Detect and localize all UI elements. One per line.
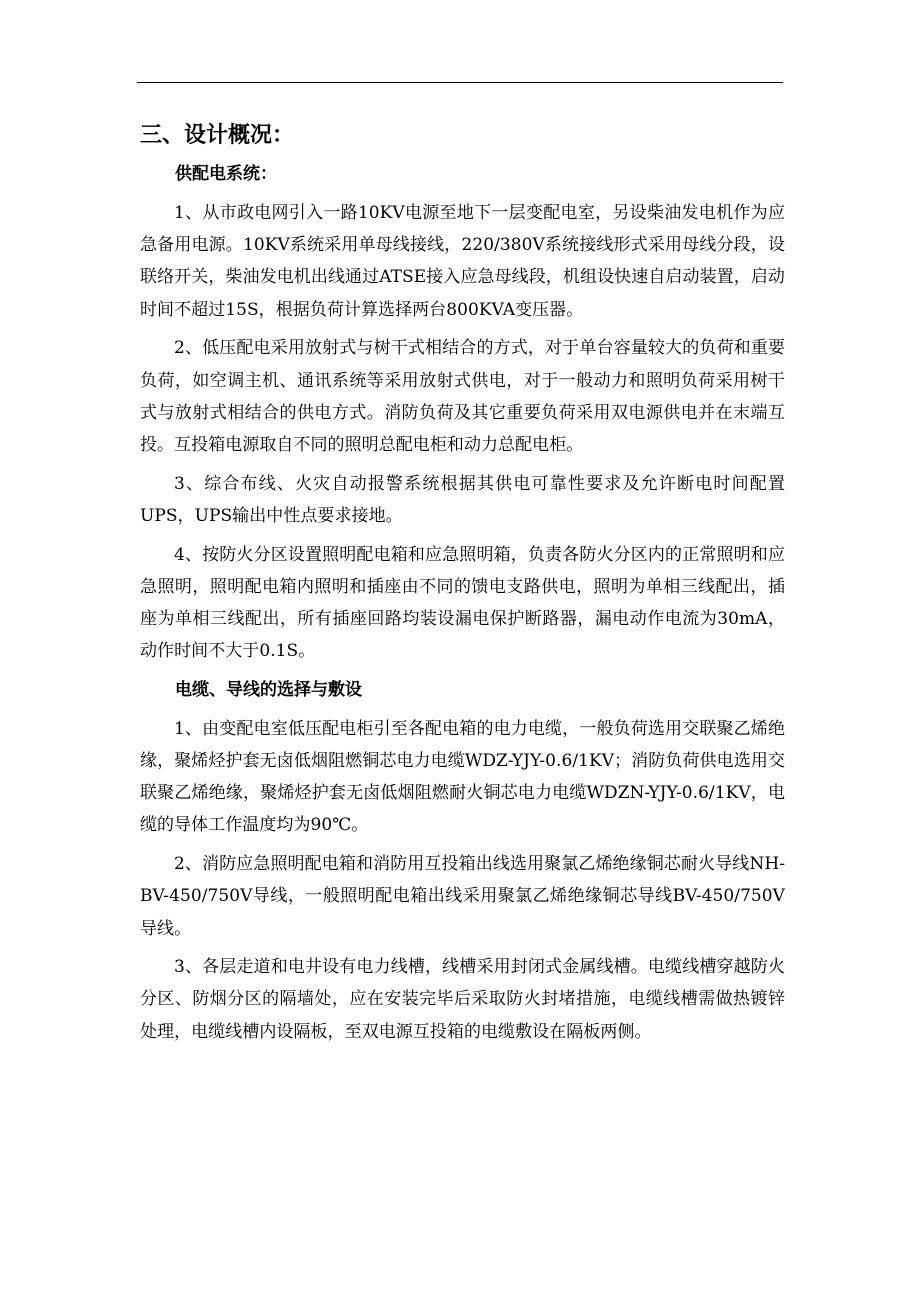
power-supply-heading: 供配电系统：	[175, 164, 277, 184]
section-title: 三、设计概况：	[140, 122, 295, 148]
cables-paragraph-1: 1、由变配电室低压配电柜引至各配电箱的电力电缆，一般负荷选用交联聚乙烯绝缘，聚烯烃护套无卤低烟阻燃铜芯电力电缆WDZ-YJY-0.6/1KV；消防负荷供电选用交联聚乙烯绝缘，聚烯烃护套无卤低烟阻燃耐火铜芯电力电缆WDZN-YJY-0.6/1KV，电缆的导体工作温度均为90℃。	[140, 718, 785, 836]
power-supply-paragraph-1: 1、从市政电网引入一路10KV电源至地下一层变配电室，另设柴油发电机作为应急备用电源。10KV系统采用单母线接线，220/380V系统接线形式采用母线分段，设联络开关，柴油发电机出线通过ATSE接入应急母线段，机组设快速自启动装置，启动时间不超过15S，根据负荷计算选择两台800KVA变压器。	[140, 203, 785, 320]
cables-paragraph-3: 3、各层走道和电井设有电力线槽，线槽采用封闭式金属线槽。电缆线槽穿越防火分区、防烟分区的隔墙处，应在安装完毕后采取防火封堵措施，电缆线槽需做热镀锌处理，电缆线槽内设隔板，至双电源互投箱的电缆敷设在隔板两侧。	[140, 957, 785, 1042]
power-supply-paragraph-3: 3、综合布线、火灾自动报警系统根据其供电可靠性要求及允许断电时间配置UPS，UPS输出中性点要求接地。	[140, 473, 785, 526]
power-supply-paragraph-2: 2、低压配电采用放射式与树干式相结合的方式，对于单台容量较大的负荷和重要负荷，如空调主机、通讯系统等采用放射式供电，对于一般动力和照明负荷采用树干式与放射式相结合的供电方式。消防负荷及其它重要负荷采用双电源供电并在末端互投。互投箱电源取自不同的照明总配电柜和动力总配电柜。	[140, 338, 785, 455]
document-body	[140, 112, 785, 1054]
power-supply-paragraph-4: 4、按防火分区设置照明配电箱和应急照明箱，负责各防火分区内的正常照明和应急照明，照明配电箱内照明和插座由不同的馈电支路供电，照明为单相三线配出，插座为单相三线配出，所有插座回路均装设漏电保护断路器，漏电动作电流为30mA，动作时间不大于0.1S。	[140, 544, 785, 662]
cables-paragraph-2: 2、消防应急照明配电箱和消防用互投箱出线选用聚氯乙烯绝缘铜芯耐火导线NH-BV-450/750V导线，一般照明配电箱出线采用聚氯乙烯绝缘铜芯导线BV-450/750V导线。	[140, 854, 785, 939]
cables-heading: 电缆、导线的选择与敷设	[175, 679, 362, 700]
header-rule	[137, 82, 783, 83]
